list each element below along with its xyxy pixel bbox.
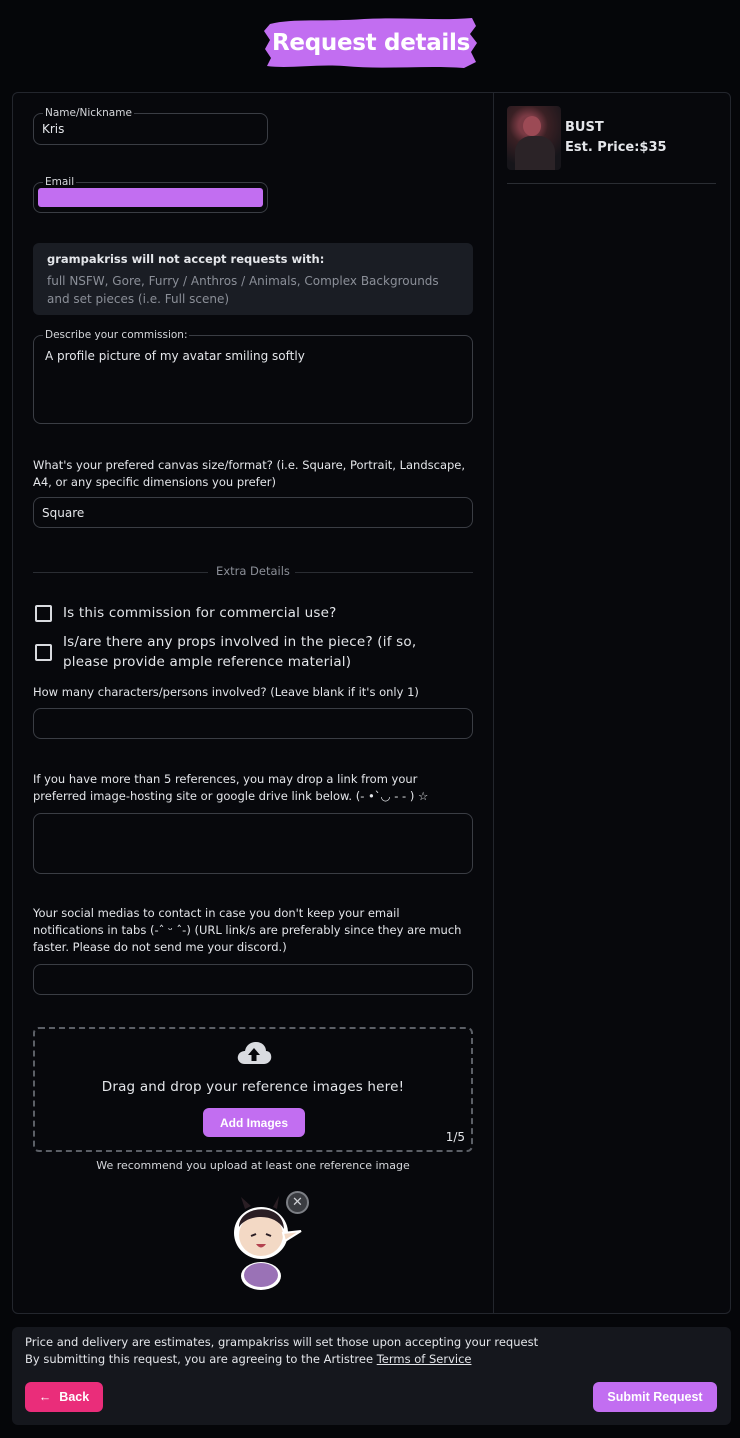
back-button-label: Back (59, 1390, 90, 1404)
product-name: BUST (565, 120, 604, 135)
cloud-upload-icon (236, 1040, 272, 1066)
email-redaction (38, 188, 263, 207)
extra-details-divider (33, 565, 473, 579)
price-value: $35 (639, 140, 667, 155)
remove-image-button[interactable]: ✕ (286, 1191, 309, 1214)
describe-commission-field[interactable] (33, 329, 473, 424)
describe-field-value: A profile picture of my avatar smiling softly (45, 349, 305, 363)
sidebar-divider (507, 183, 716, 184)
page-title: Request details (272, 30, 470, 56)
name-field[interactable] (33, 107, 268, 145)
estimate-disclaimer: Price and delivery are estimates, grampakriss will set those upon accepting your request (25, 1335, 539, 1349)
terms-prefix: By submitting this request, you are agreeing to the Artistree (25, 1352, 377, 1366)
restrictions-notice (33, 243, 473, 315)
social-media-question: Your social medias to contact in case you don't keep your email notifications in tabs (-ˆ ᵕ ˆ-) (URL link/s are preferably since they are much faster. Please do not send me your discord.) (33, 906, 462, 954)
characters-field[interactable] (33, 708, 473, 739)
request-footer (12, 1327, 731, 1425)
request-form-panel (12, 92, 731, 1314)
page-title-banner (264, 16, 478, 70)
submit-request-button[interactable]: Submit Request (593, 1382, 717, 1412)
product-thumbnail (507, 106, 561, 170)
terms-of-service-link[interactable]: Terms of Service (376, 1352, 472, 1366)
email-field-label: Email (45, 176, 75, 188)
price-label: Est. Price: (565, 140, 640, 155)
references-link-question: If you have more than 5 references, you may drop a link from your preferred image-hosting site or google drive link below. (- •`◡ - - ) ☆ (33, 772, 429, 803)
notice-body: full NSFW, Gore, Furry / Anthros / Animals, Complex Backgrounds and set pieces (i.e. Full scene) (47, 274, 439, 306)
extra-details-heading: Extra Details (216, 564, 290, 578)
image-counter: 1/5 (445, 1130, 465, 1144)
back-button[interactable] (25, 1382, 103, 1412)
add-images-button[interactable]: Add Images (203, 1108, 305, 1137)
product-price (565, 140, 667, 155)
name-field-value: Kris (42, 122, 65, 136)
canvas-size-value: Square (42, 506, 85, 520)
order-summary-sidebar (494, 93, 730, 1313)
props-label: Is/are there any props involved in the piece? (if so, please provide ample reference material) (63, 634, 417, 670)
references-link-field[interactable] (33, 813, 473, 874)
canvas-size-field[interactable] (33, 497, 473, 528)
commercial-use-checkbox[interactable] (35, 605, 52, 622)
social-media-field[interactable] (33, 964, 473, 995)
email-field[interactable] (33, 176, 268, 213)
reference-drop-zone[interactable] (33, 1027, 473, 1152)
commercial-use-label: Is this commission for commercial use? (63, 605, 337, 621)
upload-recommendation: We recommend you upload at least one reference image (96, 1159, 410, 1172)
characters-question: How many characters/persons involved? (Leave blank if it's only 1) (33, 685, 419, 699)
describe-field-label: Describe your commission: (45, 329, 188, 341)
drop-zone-text: Drag and drop your reference images here! (101, 1079, 405, 1095)
arrow-left-icon: ← (38, 1390, 52, 1404)
canvas-size-question: What's your prefered canvas size/format? (i.e. Square, Portrait, Landscape, A4, or any specific dimensions you prefer) (33, 458, 466, 489)
terms-disclaimer (25, 1352, 471, 1366)
name-field-label: Name/Nickname (45, 107, 132, 119)
notice-title: grampakriss will not accept requests with: (47, 252, 325, 266)
props-checkbox[interactable] (35, 644, 52, 661)
